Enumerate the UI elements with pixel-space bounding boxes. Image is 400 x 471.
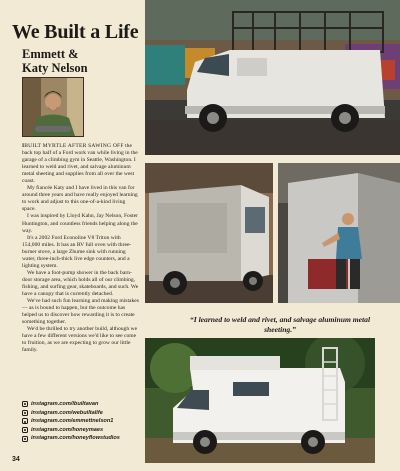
article-title: We Built a Life <box>12 21 139 43</box>
link-row[interactable] <box>22 417 142 426</box>
instagram-icon <box>22 410 28 416</box>
photo-van-shell <box>145 163 273 303</box>
page-number: 34 <box>12 456 20 463</box>
body-paragraph-7: We'd be thrilled to try another build, although we have a few different versions we'd like to see come to fruition, as we are expecting to grow our little family. <box>22 326 138 354</box>
instagram-icon <box>22 401 28 407</box>
authors-line-2: Katy Nelson <box>22 61 88 75</box>
article-authors <box>22 47 142 75</box>
instagram-icon <box>22 427 28 433</box>
instagram-icon <box>22 418 28 424</box>
body-paragraph-2: My fiancée Katy and I have lived in this van for around three years and have really enjoyed learning to work and adjust to this one-of-a-kind living space. <box>22 185 138 213</box>
lead-in: BUILT MYRTLE AFTER SAWING OFF <box>24 143 124 149</box>
body-paragraph-1 <box>22 143 140 185</box>
article-body <box>22 143 140 354</box>
social-link[interactable]: instagram.com/honeymaes <box>31 426 104 433</box>
body-text-1: the back top half of a Ford work van while living in the garage of a climbing gym in Seattle, Washington. I learned to weld and rivet, and salvage aluminum metal sheeting and supplies from all over the west coast. <box>22 143 138 185</box>
social-link[interactable]: instagram.com/ibuiltavan <box>31 401 99 407</box>
author-portrait <box>22 77 84 137</box>
social-links <box>22 400 142 443</box>
link-row[interactable] <box>22 434 142 443</box>
authors-line-1: Emmett & <box>22 47 79 61</box>
body-paragraph-3: I was inspired by Lloyd Kahn, Jay Nelson, Foster Huntington, and countless friends helping along the way. <box>22 213 138 234</box>
photo-man-working <box>278 163 400 303</box>
pull-quote: “I learned to weld and rivet, and salvage aluminum metal sheeting.” <box>189 315 371 334</box>
link-row[interactable] <box>22 400 142 409</box>
instagram-icon <box>22 436 28 442</box>
drop-cap: I <box>22 143 25 149</box>
body-paragraph-5: We have a foot-pump shower in the back barn-door storage area, which holds all of our climbing, fishing, and surfing gear, skateboards, and such. We have a canopy that is currently detached. <box>22 269 139 297</box>
link-row[interactable] <box>22 409 142 418</box>
social-link[interactable]: instagram.com/webuiltalife <box>31 409 103 416</box>
link-row[interactable] <box>22 426 142 435</box>
social-link[interactable]: instagram.com/honeyflowstudios <box>31 435 120 442</box>
body-paragraph-6: We've had such fun learning and making mistakes — as is bound to happen, but the outcome has helped us to discover how rewarding it is to create something together. <box>22 298 139 326</box>
photo-van-with-rack <box>145 0 400 155</box>
body-paragraph-4: It's a 2002 Ford Econoline V8 Triton with 154,000 miles. It has an RV full oven with three-burner stove, a large Zhume sink with running water, three-inch-thick live edge counters, and a lighting system. <box>22 234 132 269</box>
photo-finished-van <box>145 338 375 463</box>
social-link[interactable]: instagram.com/emmettnelson1 <box>31 418 114 425</box>
